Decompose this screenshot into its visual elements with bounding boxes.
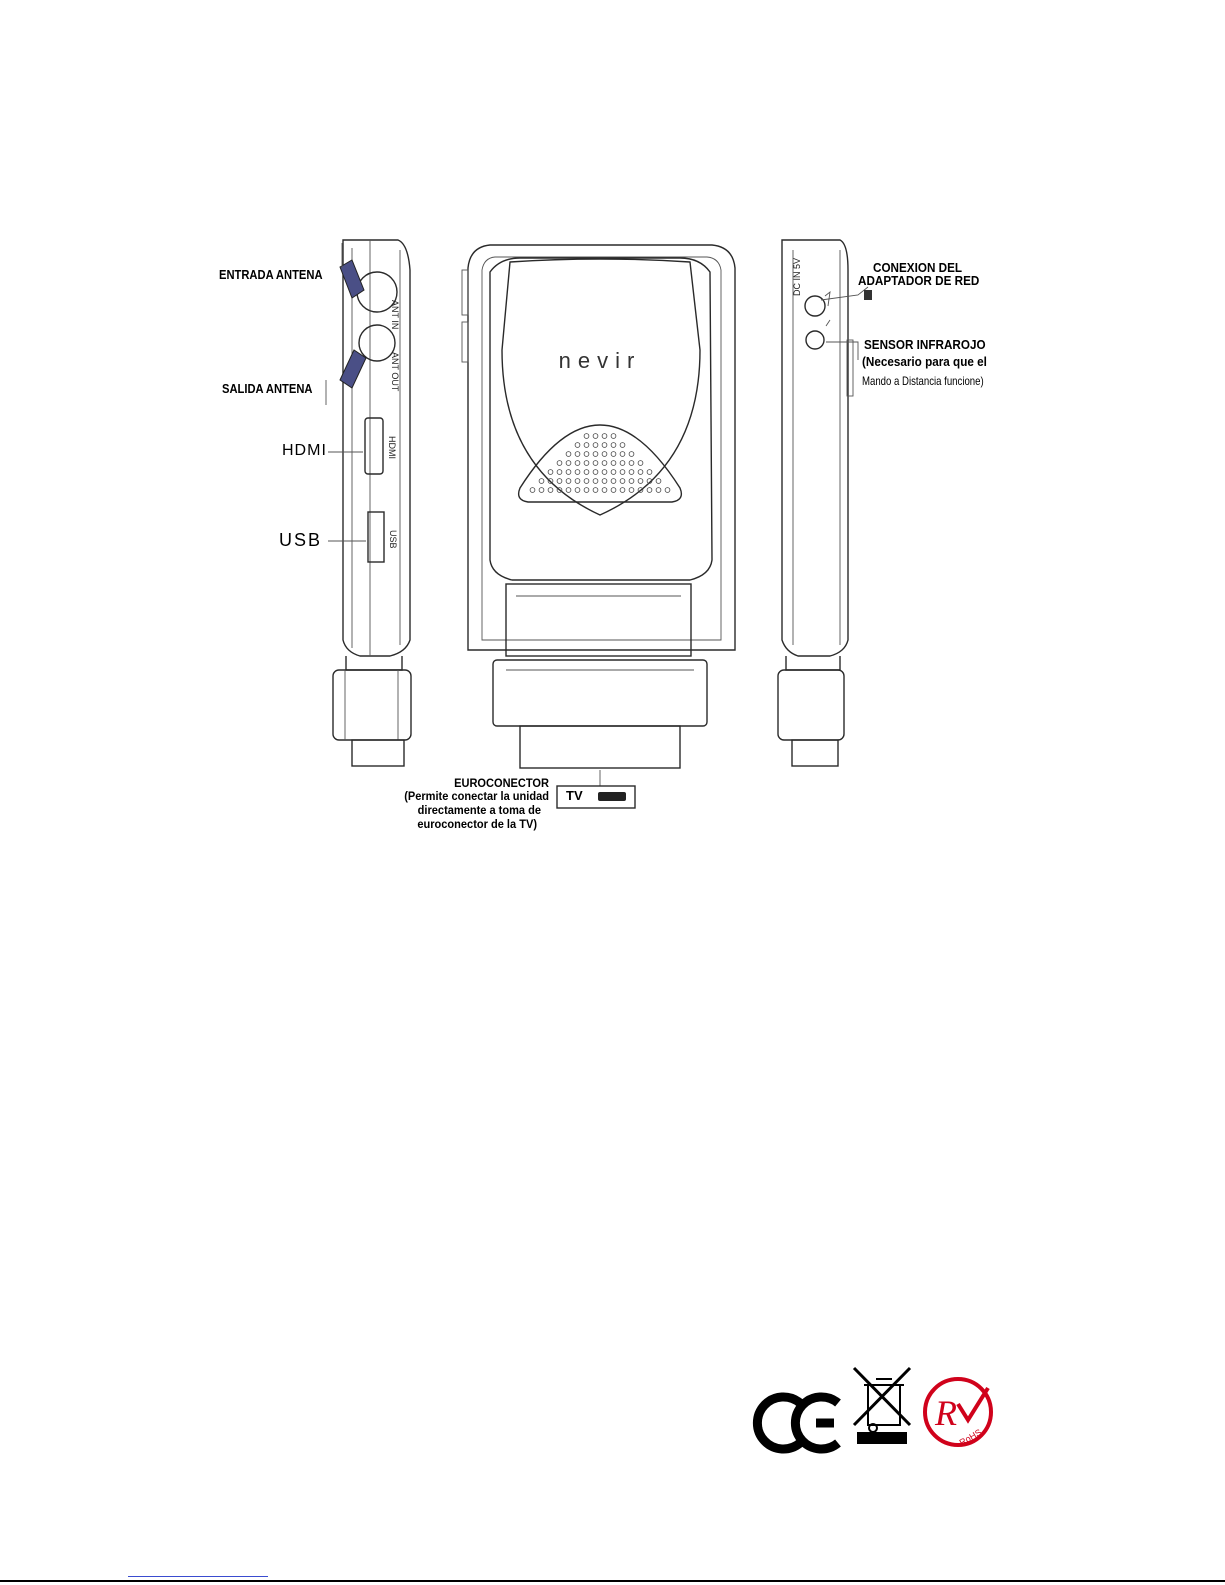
vent-hole bbox=[629, 479, 634, 484]
label-euro-line1: EUROCONECTOR bbox=[454, 776, 549, 790]
ce-mark-icon bbox=[757, 1397, 838, 1449]
vent-hole bbox=[575, 461, 580, 466]
hdmi-port bbox=[365, 418, 383, 474]
vent-hole bbox=[620, 461, 625, 466]
vent-hole bbox=[566, 461, 571, 466]
label-entrada-antena: ENTRADA ANTENA bbox=[219, 267, 323, 282]
vent-hole bbox=[602, 461, 607, 466]
vent-hole bbox=[629, 470, 634, 475]
vent-hole bbox=[602, 479, 607, 484]
vent-hole bbox=[638, 461, 643, 466]
front-view bbox=[462, 245, 735, 808]
vent-hole bbox=[602, 470, 607, 475]
ir-sensor bbox=[806, 331, 824, 349]
vent-hole bbox=[602, 434, 607, 439]
label-tv: TV bbox=[566, 788, 583, 803]
label-euro-line2: (Permite conectar la unidad bbox=[404, 789, 549, 803]
vent-hole bbox=[566, 470, 571, 475]
crossed-out-bin-icon bbox=[854, 1368, 910, 1444]
vent-hole bbox=[665, 488, 670, 493]
vent-hole bbox=[584, 461, 589, 466]
rohs-logo-icon bbox=[925, 1379, 991, 1448]
antenna-out-plug-icon bbox=[340, 350, 366, 388]
speaker-vent bbox=[530, 434, 670, 493]
vent-hole bbox=[557, 470, 562, 475]
vent-hole bbox=[593, 434, 598, 439]
vent-hole bbox=[656, 479, 661, 484]
vent-hole bbox=[548, 470, 553, 475]
vent-hole bbox=[557, 479, 562, 484]
vent-hole bbox=[620, 470, 625, 475]
vent-hole bbox=[584, 479, 589, 484]
label-hdmi: HDMI bbox=[282, 442, 327, 459]
vent-hole bbox=[638, 479, 643, 484]
label-conexion-line1: CONEXION DEL bbox=[873, 260, 963, 275]
vent-hole bbox=[566, 452, 571, 457]
vent-hole bbox=[602, 443, 607, 448]
vent-hole bbox=[638, 470, 643, 475]
dc-power-jack bbox=[805, 296, 825, 316]
vent-hole bbox=[611, 488, 616, 493]
vent-hole bbox=[575, 443, 580, 448]
vent-hole bbox=[629, 488, 634, 493]
ant-in-text: ANT IN bbox=[390, 300, 400, 330]
ant-out-text: ANT OUT bbox=[390, 352, 400, 392]
vent-hole bbox=[539, 488, 544, 493]
vent-hole bbox=[584, 434, 589, 439]
vent-hole bbox=[593, 443, 598, 448]
vent-hole bbox=[656, 488, 661, 493]
vent-hole bbox=[584, 443, 589, 448]
vent-hole bbox=[557, 461, 562, 466]
vent-hole bbox=[566, 488, 571, 493]
vent-hole bbox=[611, 479, 616, 484]
label-salida-antena: SALIDA ANTENA bbox=[222, 381, 313, 396]
label-conexion-line2: ADAPTADOR DE RED bbox=[858, 273, 980, 288]
svg-text:R: R bbox=[935, 1393, 957, 1433]
dc-in-text: DC IN 5V bbox=[792, 257, 802, 296]
left-side-view bbox=[326, 240, 411, 766]
brand-logo: nevir bbox=[558, 348, 642, 373]
vent-hole bbox=[575, 479, 580, 484]
vent-hole bbox=[629, 461, 634, 466]
vent-hole bbox=[647, 470, 652, 475]
vent-hole bbox=[611, 443, 616, 448]
vent-hole bbox=[584, 452, 589, 457]
vent-hole bbox=[593, 470, 598, 475]
vent-hole bbox=[539, 479, 544, 484]
usb-port-text: USB bbox=[388, 530, 398, 549]
label-usb: USB bbox=[279, 530, 323, 550]
label-sensor-line2: (Necesario para que el bbox=[862, 354, 987, 369]
ant-out-port bbox=[359, 325, 395, 361]
hdmi-port-text: HDMI bbox=[387, 436, 397, 459]
vent-hole bbox=[575, 470, 580, 475]
vent-hole bbox=[548, 488, 553, 493]
vent-hole bbox=[620, 452, 625, 457]
vent-hole bbox=[611, 470, 616, 475]
vent-hole bbox=[593, 488, 598, 493]
vent-hole bbox=[647, 488, 652, 493]
vent-hole bbox=[620, 488, 625, 493]
right-side-view bbox=[778, 240, 872, 766]
label-euro-line4: euroconector de la TV) bbox=[417, 817, 537, 831]
label-sensor-line1: SENSOR INFRAROJO bbox=[864, 337, 986, 352]
vent-hole bbox=[620, 479, 625, 484]
vent-hole bbox=[593, 479, 598, 484]
vent-hole bbox=[611, 461, 616, 466]
vent-hole bbox=[620, 443, 625, 448]
vent-hole bbox=[593, 452, 598, 457]
vent-hole bbox=[530, 488, 535, 493]
svg-text:RoHS: RoHS bbox=[957, 1427, 984, 1448]
footer-rule bbox=[0, 1580, 1225, 1582]
scart-icon bbox=[598, 792, 626, 801]
vent-hole bbox=[602, 488, 607, 493]
vent-hole bbox=[611, 452, 616, 457]
vent-hole bbox=[575, 488, 580, 493]
vent-hole bbox=[584, 488, 589, 493]
vent-hole bbox=[566, 479, 571, 484]
label-euro-line3: directamente a toma de bbox=[417, 803, 541, 817]
footer-link-underline[interactable] bbox=[128, 1576, 268, 1577]
vent-hole bbox=[611, 434, 616, 439]
vent-hole bbox=[602, 452, 607, 457]
vent-hole bbox=[575, 452, 580, 457]
label-sensor-line3: Mando a Distancia funcione) bbox=[862, 374, 984, 388]
vent-hole bbox=[584, 470, 589, 475]
power-adapter-icon bbox=[864, 290, 872, 300]
vent-hole bbox=[593, 461, 598, 466]
vent-hole bbox=[629, 452, 634, 457]
